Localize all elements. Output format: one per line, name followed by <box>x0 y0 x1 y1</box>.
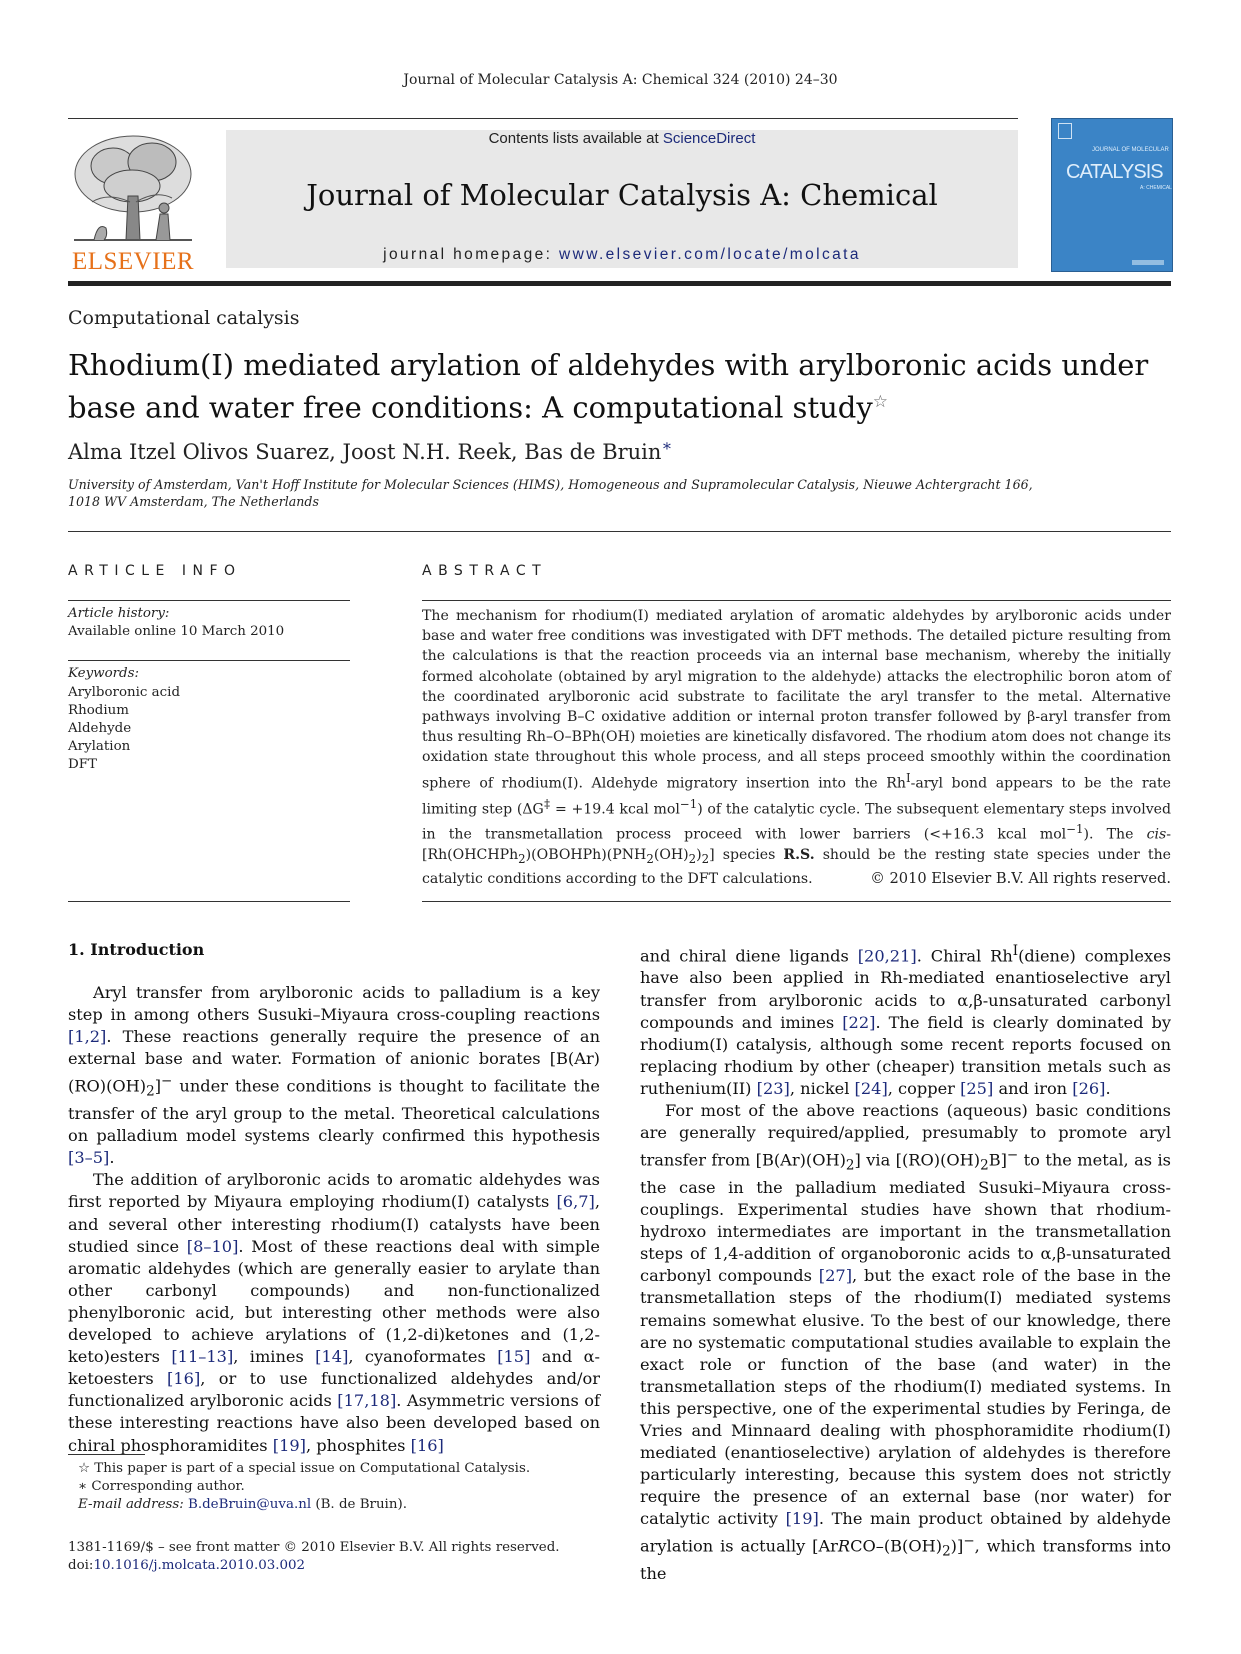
corresponding-author-mark[interactable]: ∗ <box>661 436 673 455</box>
keyword-item: Aldehyde <box>68 721 132 736</box>
footnote-asterisk-mark: ∗ <box>78 1479 88 1494</box>
affiliation-line-1: University of Amsterdam, Van't Hoff Institute for Molecular Sciences (HIMS), Homogeneous and Supramolecular Catalysis, Nieuwe Achtergracht 166, <box>68 477 1033 492</box>
email-label: E-mail address: <box>78 1497 189 1512</box>
article-title <box>68 347 1178 427</box>
text-run: B] <box>988 1150 1007 1170</box>
abstract-text-run: should be the resting state species under the catalytic conditions according to the DFT calculations. <box>422 847 1171 888</box>
text-run: and chiral diene ligands <box>640 946 858 966</box>
abstract-sub: 2 <box>646 852 654 867</box>
citation-link[interactable]: [17,18] <box>337 1391 397 1411</box>
footnote-corresponding <box>68 1478 600 1496</box>
contents-prefix: Contents lists available at <box>488 130 663 147</box>
citation-link[interactable]: [14] <box>315 1347 349 1367</box>
abstract-sup: −1 <box>1066 822 1084 837</box>
abstract-text-run: (OH) <box>653 847 689 864</box>
body-paragraph: Aryl transfer from arylboronic acids to palladium is a key step in among others Susuki–Miyaura cross-coupling reactions [1,2]. These reactions generally require the presence of an external base and water. Formation of anionic borates $[B(Ar)(RO)(OH)_2]^-$ under these conditions is thought to facilitate the transfer of the aryl group to the metal. Theoretical calculations on palladium model systems clearly confirmed this hypothesis [3–5]. <box>68 983 600 1168</box>
footnote-text: Corresponding author. <box>91 1479 245 1494</box>
issn-line: 1381-1169/$ – see front matter © 2010 Elsevier B.V. All rights reserved. <box>68 1540 560 1555</box>
article-info-bottom-rule <box>68 901 350 902</box>
text-run: . <box>1105 1078 1111 1098</box>
keyword-item: DFT <box>68 757 97 772</box>
text-run: and α-ketoesters <box>68 1347 600 1389</box>
citation-link[interactable]: [15] <box>497 1347 531 1367</box>
email-suffix: (B. de Bruin). <box>311 1497 407 1512</box>
citation-link[interactable]: [27] <box>818 1266 853 1286</box>
abstract-sub: 2 <box>688 852 697 867</box>
text-run: . The main product obtained by aldehyde arylation is actually [Ar <box>640 1509 1171 1556</box>
abstract-body <box>422 606 1171 890</box>
text-run: The addition of arylboronic acids to aromatic aldehydes was first reported by Miyaura employing rhodium(I) catalysts <box>68 1170 600 1212</box>
abstract-sup: ‡ <box>543 796 551 811</box>
abstract-sub: 2 <box>701 852 710 867</box>
citation-link[interactable]: [1,2] <box>68 1027 107 1047</box>
text-run: , copper <box>887 1078 961 1098</box>
text-run: . Asymmetric versions of these interesting reactions have also been developed based on chiral phosphoramidites <box>68 1391 600 1455</box>
abstract-text-run: )(OBOHPh)(PNH <box>525 847 647 864</box>
footnote-star-mark: ☆ <box>78 1461 91 1476</box>
superscript: − <box>963 1533 975 1550</box>
text-run: under these conditions is thought to facilitate the transfer of the aryl group to the metal. Theoretical calculations on palladium model systems clearly confirmed this hypothesis <box>68 1076 600 1146</box>
body-paragraph <box>68 1169 600 1456</box>
homepage-prefix: journal homepage: <box>383 246 560 263</box>
article-section: Computational catalysis <box>68 307 300 329</box>
article-title-text: Rhodium(I) mediated arylation of aldehydes with arylboronic acids under base and water free conditions: A computational study <box>68 348 1149 425</box>
text-run: For most of the above reactions (aqueous) basic conditions are generally required/applied, presumably to promote aryl transfer from [B(Ar)(OH) <box>640 1101 1171 1170</box>
keyword-item: Rhodium <box>68 703 129 718</box>
keywords-label: Keywords: <box>68 666 140 681</box>
homepage-link[interactable]: www.elsevier.com/locate/molcata <box>559 246 861 263</box>
keyword-item: Arylation <box>68 739 131 754</box>
sciencedirect-link[interactable]: ScienceDirect <box>662 130 756 147</box>
history-label: Article history: <box>68 606 170 621</box>
citation-link[interactable]: [8–10] <box>186 1236 239 1256</box>
authors-text: Alma Itzel Olivos Suarez, Joost N.H. Reek, Bas de Bruin <box>68 440 662 464</box>
text-run: , nickel <box>789 1078 855 1098</box>
superscript: I <box>1012 943 1019 959</box>
text-run: . <box>109 1148 115 1168</box>
abstract-sub: 2 <box>518 852 526 867</box>
text-run: , imines <box>233 1347 316 1367</box>
superscript: − <box>161 1073 173 1090</box>
body-column-left <box>68 982 600 1457</box>
abstract-text-run: -aryl bond appears to be the rate limiting step (ΔG <box>422 775 1171 818</box>
body-paragraph <box>640 940 1171 1100</box>
citation-link[interactable]: [22] <box>842 1012 876 1032</box>
subscript: 2 <box>845 1157 855 1174</box>
text-run: Aryl transfer from arylboronic acids to palladium is a key step in among others Susuki–Miyaura cross-coupling reactions <box>68 983 600 1025</box>
footnote-text: This paper is part of a special issue on Computational Catalysis. <box>94 1461 531 1476</box>
abstract-copyright: © 2010 Elsevier B.V. All rights reserved. <box>870 870 1171 887</box>
abstract-text-run: -[Rh(OHCHPh <box>422 827 1171 864</box>
citation-link[interactable]: [24] <box>854 1078 888 1098</box>
elsevier-wordmark: ELSEVIER <box>71 248 195 275</box>
text-run: . These reactions generally require the presence of an external base and water. Formation of anionic borates [B(Ar)(RO)(OH) <box>68 1027 600 1096</box>
journal-name: Journal of Molecular Catalysis A: Chemical <box>306 178 938 212</box>
text-run: . The field is clearly dominated by rhodium(I) catalysis, although some recent reports focused on replacing rhodium by other (cheaper) transition metals such as ruthenium(II) <box>640 1012 1171 1098</box>
title-footnote-mark[interactable]: ☆ <box>872 392 888 412</box>
history-value: Available online 10 March 2010 <box>68 624 285 639</box>
abstract-text-run: ) <box>696 847 702 864</box>
keyword-item: Arylboronic acid <box>68 685 181 700</box>
text-run: . Chiral Rh <box>916 946 1013 966</box>
citation-link[interactable]: [16] <box>410 1435 444 1455</box>
doi-label: doi: <box>68 1558 94 1573</box>
abstract-bold: R.S. <box>783 847 815 864</box>
citation-link[interactable]: [6,7] <box>556 1192 595 1212</box>
elsevier-logo <box>68 132 198 275</box>
front-matter <box>68 1539 560 1575</box>
masthead-rule <box>68 281 1171 286</box>
text-run: , which transforms into the <box>640 1536 1171 1584</box>
citation-link[interactable]: [19] <box>272 1435 306 1455</box>
cover-publisher-icon <box>1132 260 1164 265</box>
header-rule <box>68 118 1018 119</box>
text-run: CO–(B(OH) <box>850 1536 943 1556</box>
text-run: ] via [(RO)(OH) <box>854 1150 981 1170</box>
cover-title: CATALYSIS <box>1066 161 1163 183</box>
abstract-text-run: The mechanism for rhodium(I) mediated arylation of aromatic aldehydes by arylboronic acids under base and water free conditions was investigated with DFT methods. The detailed picture resulting from the calculations is that the reaction proceeds via an internal base mechanism, whereby the initially formed alcoholate (obtained by aryl migration to the aldehyde) attacks the electrophilic boron atom of the coordinated arylboronic acid substrate to facilitate the aryl transfer to the metal. Alternative pathways involving B–C oxidative addition or internal proton transfer followed by β-aryl transfer from thus resulting Rh–O–BPh(OH) moieties are kinetically disfavored. The rhodium atom does not change its oxidation state throughout this whole process, and all steps proceed smoothly within the coordination sphere of rhodium(I). Aldehyde migratory insertion into the Rh <box>422 608 1171 792</box>
text-run: , or to use functionalized aldehydes and/or functionalized arylboronic acids <box>68 1369 600 1411</box>
text-run: )] <box>950 1536 964 1556</box>
superscript: − <box>1006 1147 1019 1164</box>
text-run: , and several other interesting rhodium(I) catalysts have been studied since <box>68 1192 600 1256</box>
homepage-line <box>226 246 1018 264</box>
author-list <box>68 436 672 464</box>
abstract-heading: ABSTRACT <box>422 563 548 579</box>
article-info-heading: ARTICLE INFO <box>68 563 242 579</box>
subscript: 2 <box>980 1157 989 1174</box>
body-paragraph <box>640 1100 1171 1585</box>
cover-subtitle-2: A: CHEMICAL <box>1140 185 1172 191</box>
text-run: to the metal, as is the case in the palladium mediated Susuki–Miyaura cross-couplings. Experimental studies have shown that rhodium-hydroxo intermediates are important in the transmetallation steps of 1,4-addition of organoboronic acids to α,β-unsaturated carbonyl compounds <box>640 1150 1171 1286</box>
footnote-special-issue <box>68 1460 600 1478</box>
abstract-text-run: ). The <box>1083 827 1147 844</box>
citation-link[interactable]: [3–5] <box>68 1148 110 1168</box>
footnote-rule <box>68 1454 145 1455</box>
abstract-italic: cis <box>1146 827 1167 844</box>
doi-link[interactable]: 10.1016/j.molcata.2010.03.002 <box>93 1558 306 1573</box>
abstract-text-run: ) of the catalytic cycle. The subsequent elementary steps involved in the transmetallation process proceed with lower barriers (<+16.3 kcal mol <box>422 801 1172 844</box>
text-run: and iron <box>993 1078 1073 1098</box>
subscript: 2 <box>146 1084 155 1100</box>
running-head: Journal of Molecular Catalysis A: Chemical 324 (2010) 24–30 <box>403 72 838 88</box>
email-link[interactable]: B.deBruin@uva.nl <box>188 1497 312 1512</box>
text-run: . Most of these reactions deal with simple aromatic aldehydes (which are generally easier to arylate than other carbonyl compounds) and non-functionalized phenylboronic acid, but interesting other methods were also developed to achieve arylations of (1,2-di)ketones and (1,2-keto)esters <box>68 1236 600 1367</box>
cover-subtitle: JOURNAL OF MOLECULAR <box>1092 147 1169 153</box>
affiliation <box>68 476 1068 510</box>
footnote-email <box>68 1496 600 1514</box>
doi-line <box>68 1557 560 1575</box>
title-rule <box>68 531 1171 532</box>
keywords-list <box>68 684 180 774</box>
italic-text: R <box>837 1536 851 1556</box>
text-run: (diene) complexes have also been applied in Rh-mediated enantioselective aryl transfer from arylboronic acids to α,β-unsaturated carbonyl compounds and imines <box>640 946 1172 1032</box>
cover-logo-icon <box>1058 123 1072 139</box>
citation-link[interactable]: [26] <box>1072 1078 1106 1098</box>
citation-link[interactable]: [20,21] <box>857 946 917 966</box>
text-run: , but the exact role of the base in the transmetallation steps of the rhodium(I) mediated systems remains somewhat elusive. To the best of our knowledge, there are no systematic computational studies available to explain the exact role or function of the base (and water) in the transmetallation steps of the rhodium(I) mediated systems. In this perspective, one of the experimental studies by Feringa, de Vries and Minnaard dealing with phosphoramidite rhodium(I) mediated (enantioselective) arylation of aldehydes is therefore particularly interesting, because this system does not strictly require the presence of an external base (nor water) for catalytic activity <box>640 1266 1171 1529</box>
contents-line <box>226 130 1018 147</box>
abstract-paragraph <box>422 606 1171 890</box>
citation-link[interactable]: [16] <box>167 1369 201 1389</box>
text-run: , phosphites <box>305 1435 411 1455</box>
abstract-text-run: ] species <box>709 847 784 864</box>
citation-link[interactable]: [25] <box>960 1078 994 1098</box>
keywords-rule <box>68 660 350 661</box>
abstract-sup: I <box>905 770 911 785</box>
abstract-text-run: = +19.4 kcal mol <box>550 801 680 818</box>
citation-link[interactable]: [19] <box>785 1509 819 1529</box>
journal-cover-thumbnail <box>1051 118 1173 272</box>
subscript: 2 <box>942 1544 951 1561</box>
introduction-heading: 1. Introduction <box>68 940 205 959</box>
abstract-rule <box>422 600 1171 601</box>
body-column-right <box>640 940 1171 1585</box>
citation-link[interactable]: [11–13] <box>171 1347 234 1367</box>
article-info-rule <box>68 600 350 601</box>
elsevier-tree-icon <box>68 132 198 246</box>
text-run: , cyanoformates <box>348 1347 498 1367</box>
journal-masthead <box>226 130 1018 268</box>
abstract-sup: −1 <box>679 796 698 811</box>
citation-link[interactable]: [23] <box>756 1078 790 1098</box>
affiliation-line-2: 1018 WV Amsterdam, The Netherlands <box>68 494 319 509</box>
footnotes <box>68 1460 600 1514</box>
abstract-bottom-rule <box>422 901 1171 902</box>
